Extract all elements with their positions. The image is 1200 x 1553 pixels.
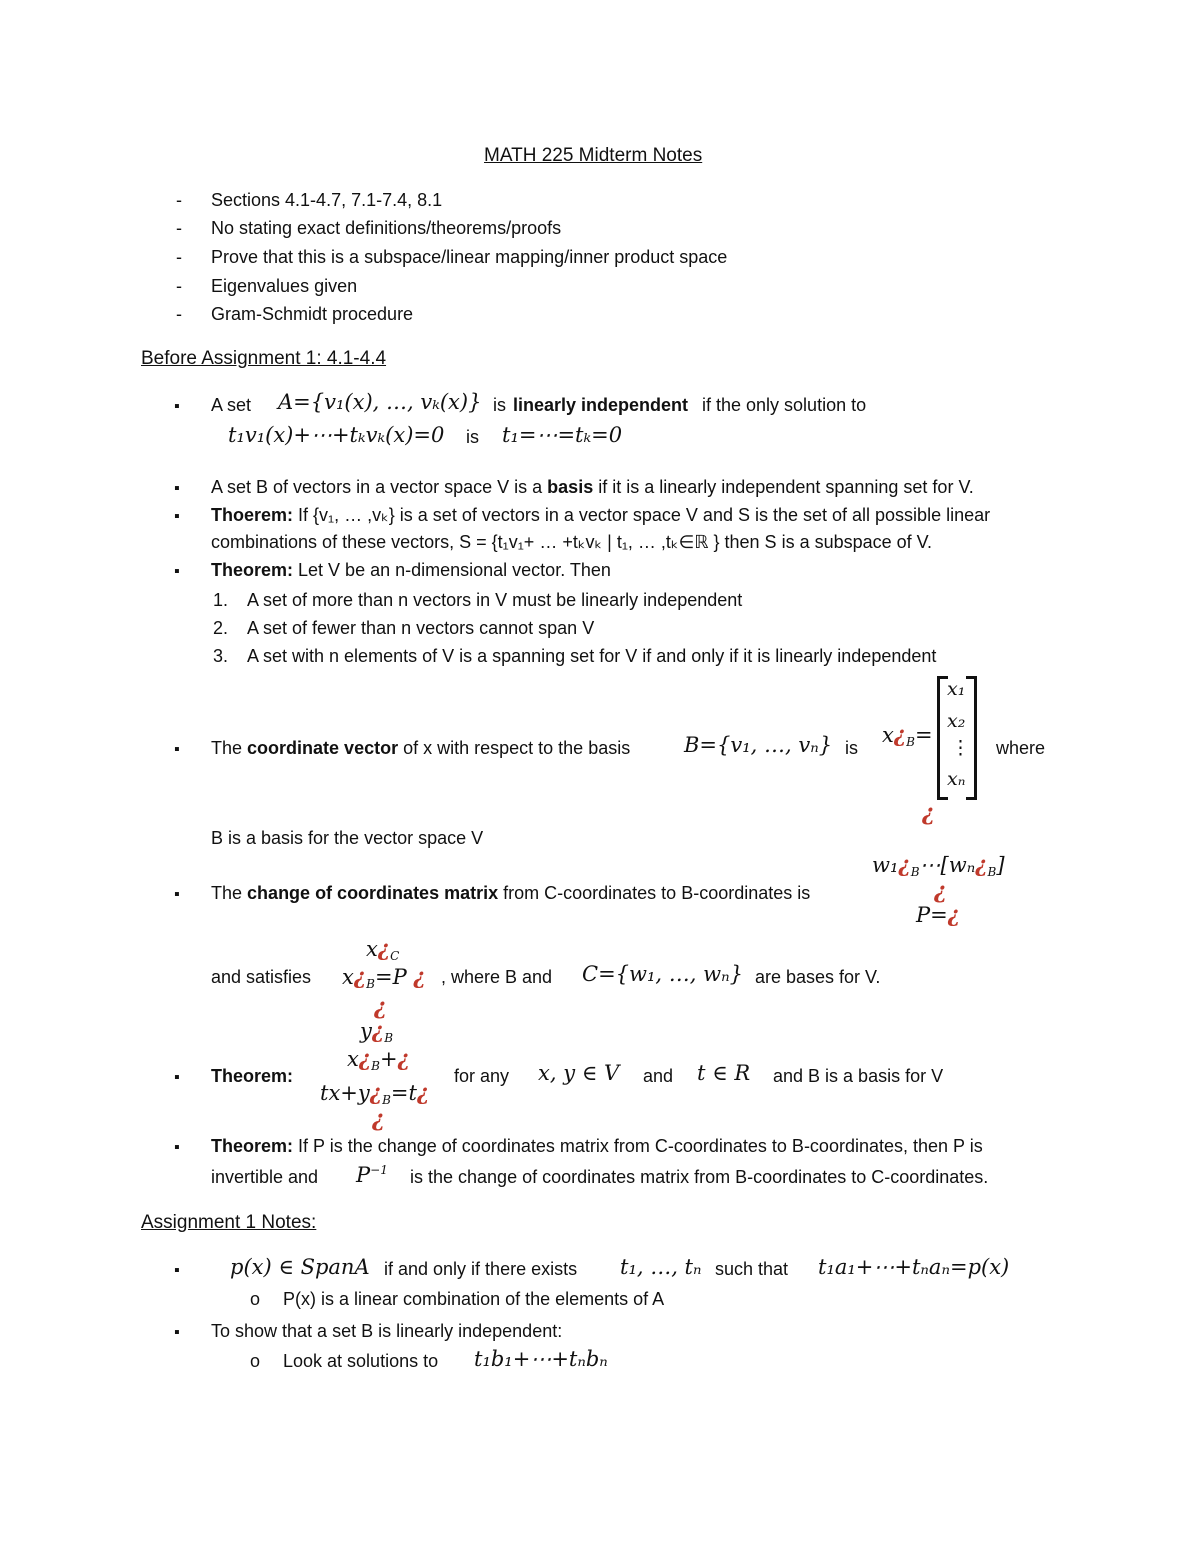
list-dash: -	[176, 276, 182, 296]
text: where	[996, 738, 1046, 758]
list-dash: -	[176, 190, 182, 210]
bold-term: basis	[547, 477, 594, 497]
bold-term: linearly independent	[513, 395, 689, 415]
sub-list-item: Look at solutions to	[283, 1351, 439, 1371]
text: To show that a set B is linearly independent:	[211, 1321, 563, 1341]
vector-entry: ⋮	[951, 737, 970, 759]
math-symbol: +	[379, 1047, 398, 1071]
text: combinations of these vectors, S = {t₁v₁+ … +tₖvₖ | t₁, … ,tₖ∈ℝ } then S is a subspace of V.	[211, 532, 933, 552]
unrendered-symbol: ¿	[947, 902, 961, 927]
math-expression	[347, 1046, 410, 1073]
math-expression	[872, 852, 1005, 879]
sub-bullet-icon: o	[250, 1351, 261, 1371]
bold-term: Thoerem:	[211, 505, 294, 525]
list-dash: -	[176, 247, 182, 267]
text: of x with respect to the basis	[403, 738, 631, 758]
numbered-item: A set of more than n vectors in V must be linearly independent	[247, 590, 743, 610]
text: B is a basis for the vector space V	[211, 828, 484, 848]
bullet-icon: ▪	[174, 741, 180, 758]
list-number: 2.	[213, 618, 229, 638]
math-expression	[356, 1163, 388, 1187]
math-symbol: P=	[916, 903, 948, 927]
unrendered-symbol: ¿	[416, 1080, 430, 1105]
subscript: B	[366, 977, 375, 991]
bullet-icon: ▪	[174, 508, 180, 525]
unrendered-symbol: ¿	[975, 852, 988, 877]
math-symbol: y	[360, 1019, 372, 1043]
text: A set B of vectors in a vector space V is a	[211, 477, 543, 497]
math-expression: B={v₁, …, vₙ}	[684, 733, 833, 757]
text: if it is a linearly independent spanning set for V.	[598, 477, 974, 497]
text: If {v₁, … ,vₖ} is a set of vectors in a vector space V and S is the set of all possible linear	[298, 505, 991, 525]
subscript: B	[384, 1031, 394, 1045]
bullet-icon: ▪	[174, 563, 180, 580]
numbered-item: A set with n elements of V is a spanning set for V if and only if it is linearly independent	[247, 646, 937, 666]
sub-bullet-icon: o	[250, 1289, 261, 1309]
list-dash: -	[176, 218, 182, 238]
math-symbol: ⋯[wₙ	[919, 853, 976, 877]
text: and B is a basis for V	[773, 1066, 944, 1086]
bold-term: Theorem:	[211, 560, 294, 580]
text-line	[211, 505, 990, 526]
numbered-item: A set of fewer than n vectors cannot span V	[247, 618, 595, 638]
text-line	[211, 477, 974, 498]
math-symbol: x	[347, 1047, 359, 1071]
bullet-icon: ▪	[174, 1324, 180, 1341]
unrendered-symbol: ¿	[358, 1046, 372, 1071]
vector-entry: x₁	[947, 678, 966, 700]
math-expression: t₁a₁+⋯+tₙaₙ=p(x)	[818, 1255, 1010, 1279]
math-expression: p(x) ∈ SpanA	[230, 1255, 370, 1279]
text: is	[466, 427, 479, 447]
bold-term: change of coordinates matrix	[247, 883, 499, 903]
unrendered-symbol: ¿	[893, 722, 907, 747]
text: from C-coordinates to B-coordinates is	[503, 883, 811, 903]
math-symbol: tx+y	[320, 1081, 370, 1105]
text-line	[211, 560, 611, 581]
vector-entry: x₂	[947, 710, 966, 732]
list-item: Gram-Schmidt procedure	[211, 304, 414, 324]
subscript: B	[371, 1059, 380, 1073]
text-line	[211, 738, 630, 759]
subscript: B	[382, 1093, 391, 1107]
subscript: C	[390, 949, 400, 963]
math-symbol: =t	[390, 1081, 417, 1105]
math-expression: t₁b₁+⋯+tₙbₙ	[474, 1347, 608, 1371]
bullet-icon: ▪	[174, 1139, 180, 1156]
bold-term: Theorem:	[211, 1136, 294, 1156]
math-expression	[342, 964, 426, 991]
section-heading: Before Assignment 1: 4.1-4.4	[141, 348, 387, 369]
math-symbol: x	[882, 723, 894, 747]
math-symbol: x	[342, 965, 354, 989]
math-expression	[360, 1018, 393, 1045]
math-expression	[916, 902, 960, 927]
math-expression: A={v₁(x), …, vₖ(x)}	[278, 390, 482, 414]
bold-term: coordinate vector	[247, 738, 399, 758]
math-symbol: x	[366, 937, 378, 961]
text: such that	[715, 1259, 789, 1279]
math-symbol: P	[356, 1163, 371, 1187]
math-expression	[882, 722, 933, 749]
unrendered-symbol: ¿	[413, 964, 426, 989]
superscript: −1	[370, 1163, 388, 1177]
math-expression: t₁v₁(x)+⋯+tₖvₖ(x)=0	[228, 423, 445, 447]
unrendered-symbol: ¿	[374, 994, 387, 1020]
bullet-icon: ▪	[174, 1069, 180, 1086]
list-number: 1.	[213, 590, 229, 610]
unrendered-symbol: ¿	[934, 878, 947, 904]
unrendered-symbol: ¿	[372, 1106, 385, 1132]
list-number: 3.	[213, 646, 229, 666]
text: is	[845, 738, 858, 758]
math-symbol: ]	[996, 853, 1005, 877]
bold-term: Theorem:	[211, 1066, 294, 1086]
text: Let V be an n-dimensional vector. Then	[298, 560, 611, 580]
bullet-icon: ▪	[174, 886, 180, 903]
list-item: Eigenvalues given	[211, 276, 358, 296]
sub-list-item: P(x) is a linear combination of the elements of A	[283, 1289, 665, 1309]
unrendered-symbol: ¿	[377, 936, 391, 961]
text: is	[493, 395, 506, 415]
math-expression: t ∈ R	[697, 1061, 751, 1085]
math-expression: t₁=⋯=tₖ=0	[502, 423, 623, 447]
bullet-icon: ▪	[174, 1262, 180, 1279]
unrendered-symbol: ¿	[353, 964, 367, 989]
list-item: Prove that this is a subspace/linear mapping/inner product space	[211, 247, 728, 267]
text: are bases for V.	[755, 967, 881, 987]
text: , where B and	[441, 967, 553, 987]
text: is the change of coordinates matrix from B-coordinates to C-coordinates.	[410, 1167, 989, 1187]
math-symbol: =	[914, 723, 933, 747]
math-symbol: =P	[374, 965, 407, 989]
section-heading: Assignment 1 Notes:	[141, 1212, 317, 1233]
text-line	[211, 883, 810, 904]
text: invertible and	[211, 1167, 319, 1187]
math-expression: C={w₁, …, wₙ}	[582, 962, 743, 986]
text: for any	[454, 1066, 510, 1086]
unrendered-symbol: ¿	[371, 1018, 385, 1043]
text: and satisfies	[211, 967, 312, 987]
unrendered-symbol: ¿	[922, 800, 935, 826]
unrendered-symbol: ¿	[898, 852, 911, 877]
subscript: B	[906, 735, 915, 749]
unrendered-symbol: ¿	[369, 1080, 383, 1105]
math-expression	[320, 1080, 429, 1107]
math-symbol: w₁	[872, 853, 899, 877]
text: The	[211, 883, 243, 903]
text: if the only solution to	[702, 395, 867, 415]
list-item: No stating exact definitions/theorems/proofs	[211, 218, 562, 238]
text: if and only if there exists	[384, 1259, 578, 1279]
text: A set	[211, 395, 252, 415]
text: If P is the change of coordinates matrix from C-coordinates to B-coordinates, then P is	[298, 1136, 983, 1156]
math-expression: x, y ∈ V	[538, 1061, 620, 1085]
bullet-icon: ▪	[174, 480, 180, 497]
math-expression	[366, 936, 399, 963]
unrendered-symbol: ¿	[397, 1046, 410, 1071]
subscript: B	[987, 865, 997, 879]
subscript: B	[910, 865, 920, 879]
bullet-icon: ▪	[174, 398, 180, 415]
page-title: MATH 225 Midterm Notes	[484, 145, 703, 166]
text: The	[211, 738, 243, 758]
list-dash: -	[176, 304, 182, 324]
text-line	[211, 1136, 983, 1157]
vector-entry: xₙ	[947, 768, 966, 790]
math-expression: t₁, …, tₙ	[620, 1255, 702, 1279]
text: and	[643, 1066, 674, 1086]
list-item: Sections 4.1-4.7, 7.1-7.4, 8.1	[211, 190, 443, 210]
